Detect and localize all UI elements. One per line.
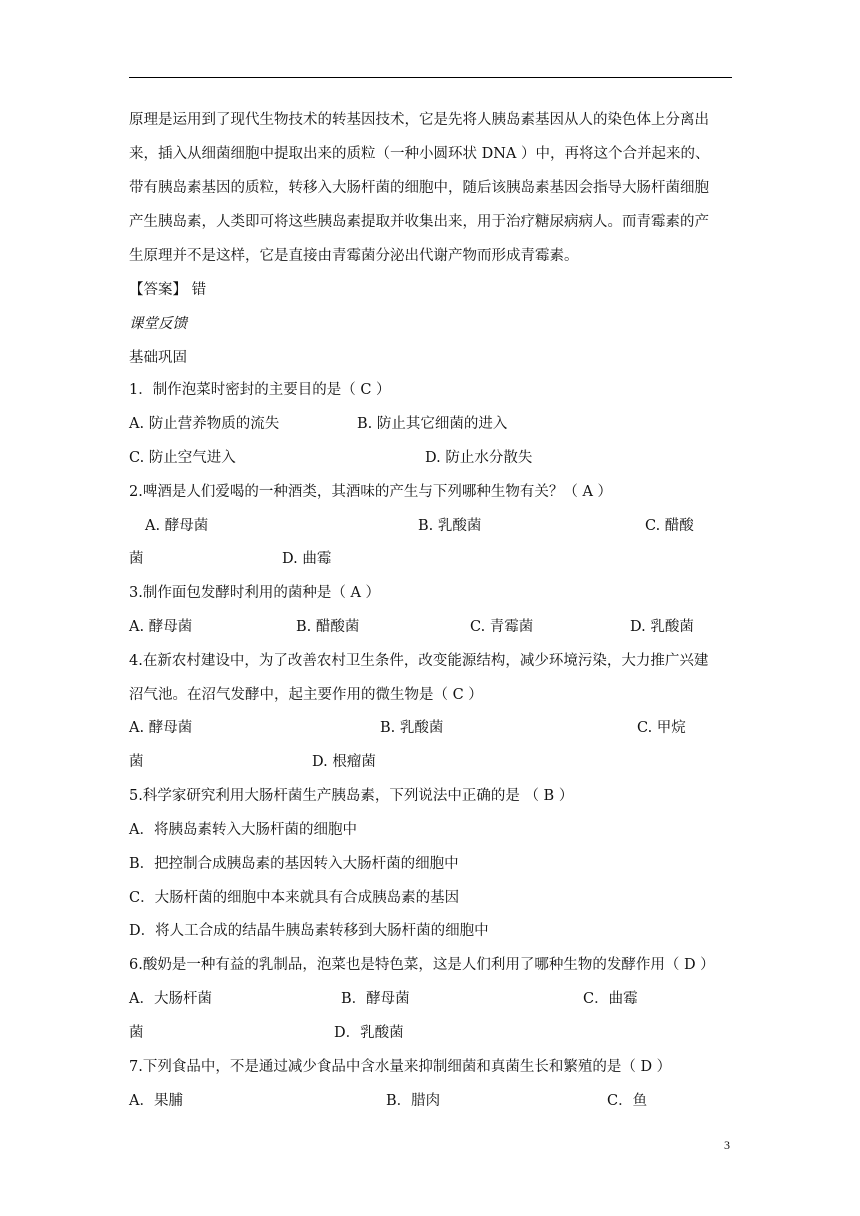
- question-7-option-a: A．果脯: [129, 1093, 183, 1109]
- question-2-option-a: A. 酵母菌: [145, 518, 209, 534]
- question-1-stem: 1．制作泡菜时密封的主要目的是（ C ）: [129, 382, 391, 398]
- question-1-option-c: C. 防止空气进入: [129, 450, 236, 466]
- question-6-option-b: B．酵母菌: [341, 991, 410, 1007]
- question-5-stem: 5.科学家研究利用大肠杆菌生产胰岛素，下列说法中正确的是 （ B ）: [129, 788, 574, 804]
- question-7-option-c: C．鱼: [607, 1093, 648, 1109]
- answer-line: [129, 280, 206, 300]
- question-6-option-c-cont: 菌: [129, 1025, 144, 1041]
- question-1-option-d: D. 防止水分散失: [425, 450, 533, 466]
- question-4-option-c-cont: 菌: [129, 754, 144, 770]
- question-6-option-c: C．曲霉: [583, 991, 638, 1007]
- intro-line-5: 生原理并不是这样，它是直接由青霉菌分泌出代谢产物而形成青霉素。: [129, 248, 579, 264]
- answer-label: 【答案】: [129, 282, 187, 298]
- question-7-option-b: B．腊肉: [386, 1093, 441, 1109]
- section-title: 课堂反馈: [129, 316, 187, 332]
- question-4-option-a: A. 酵母菌: [129, 720, 193, 736]
- question-3-option-a: A. 酵母菌: [129, 619, 193, 635]
- question-4-stem-line-2: 沼气池。在沼气发酵中，起主要作用的微生物是（ C ）: [129, 687, 483, 703]
- answer-value: 错: [191, 282, 207, 298]
- subsection-title: 基础巩固: [129, 350, 187, 366]
- question-3-option-c: C. 青霉菌: [470, 619, 534, 635]
- question-5-option-a: A．将胰岛素转入大肠杆菌的细胞中: [129, 822, 357, 838]
- question-2-option-c-cont: 菌: [129, 551, 144, 567]
- intro-line-4: 产生胰岛素，人类即可将这些胰岛素提取并收集出来，用于治疗糖尿病病人。而青霉素的产: [129, 214, 709, 230]
- question-6-option-a: A．大肠杆菌: [129, 991, 212, 1007]
- question-2-stem: 2.啤酒是人们爱喝的一种酒类，其酒味的产生与下列哪种生物有关？（ A ）: [129, 484, 613, 500]
- question-5-option-d: D．将人工合成的结晶牛胰岛素转移到大肠杆菌的细胞中: [129, 923, 489, 939]
- intro-line-3: 带有胰岛素基因的质粒，转移入大肠杆菌的细胞中，随后该胰岛素基因会指导大肠杆菌细胞: [129, 180, 709, 196]
- question-4-option-d: D. 根瘤菌: [312, 754, 376, 770]
- question-1-option-b: B. 防止其它细菌的进入: [357, 416, 508, 432]
- question-2-option-c: C. 醋酸: [645, 518, 694, 534]
- question-4-option-b: B. 乳酸菌: [380, 720, 444, 736]
- question-2-option-d: D. 曲霉: [282, 551, 332, 567]
- question-3-option-b: B. 醋酸菌: [296, 619, 360, 635]
- question-4-option-c: C. 甲烷: [637, 720, 686, 736]
- question-5-option-c: C．大肠杆菌的细胞中本来就具有合成胰岛素的基因: [129, 890, 460, 906]
- page-number: 3: [724, 1138, 730, 1152]
- question-6-stem: 6.酸奶是一种有益的乳制品，泡菜也是特色菜，这是人们利用了哪种生物的发酵作用（ D ）: [129, 957, 715, 973]
- question-3-stem: 3.制作面包发酵时利用的菌种是（ A ）: [129, 585, 381, 601]
- question-3-option-d: D. 乳酸菌: [630, 619, 694, 635]
- question-7-stem: 7.下列食品中，不是通过减少食品中含水量来抑制细菌和真菌生长和繁殖的是（ D ）: [129, 1059, 672, 1075]
- question-2-option-b: B. 乳酸菌: [418, 518, 482, 534]
- question-4-stem-line-1: 4.在新农村建设中，为了改善农村卫生条件，改变能源结构，减少环境污染，大力推广兴建: [129, 653, 709, 669]
- question-1-option-a: A. 防止营养物质的流失: [129, 416, 280, 432]
- header-rule: [129, 77, 732, 78]
- question-5-option-b: B．把控制合成胰岛素的基因转入大肠杆菌的细胞中: [129, 856, 459, 872]
- intro-line-1: 原理是运用到了现代生物技术的转基因技术，它是先将人胰岛素基因从人的染色体上分离出: [129, 112, 709, 128]
- intro-line-2: 来，插入从细菌细胞中提取出来的质粒（一种小圆环状 DNA ）中，再将这个合并起来的、: [129, 146, 710, 162]
- question-6-option-d: D．乳酸菌: [334, 1025, 404, 1041]
